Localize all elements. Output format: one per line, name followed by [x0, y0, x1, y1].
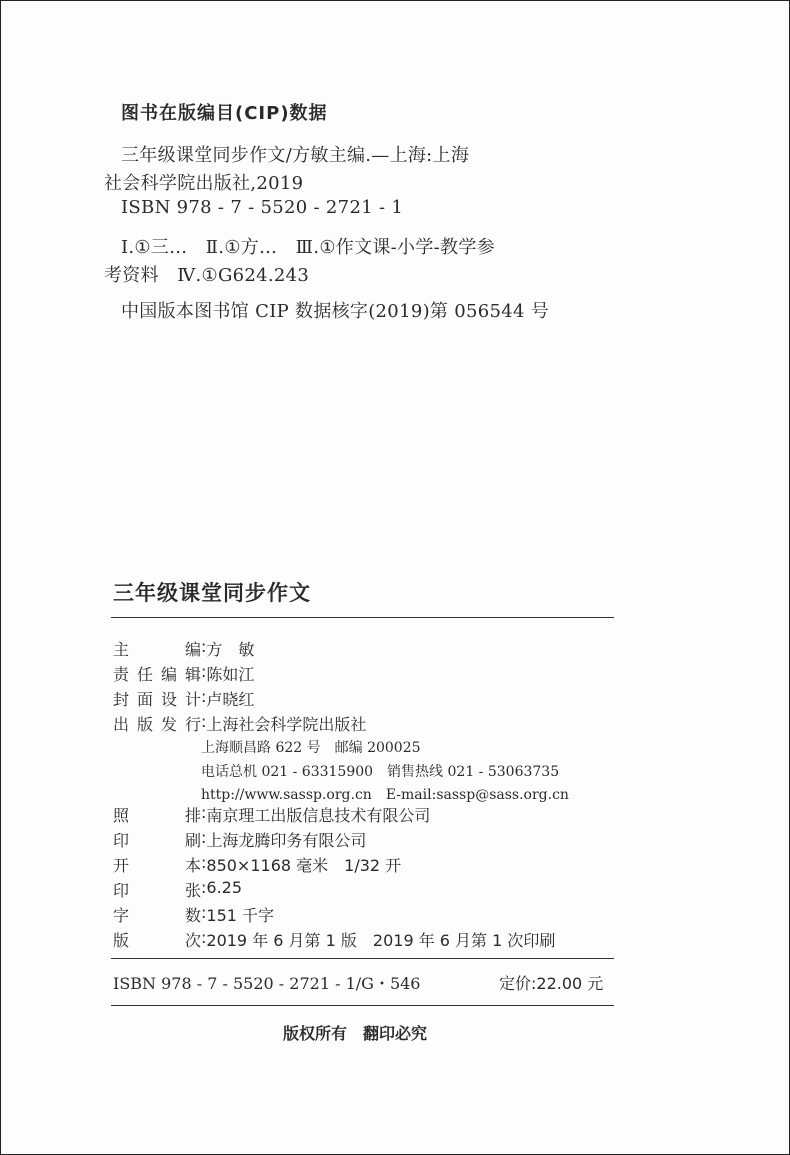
copyright-notice: 版权所有 翻印必究 [283, 1024, 428, 1043]
colon: : [201, 928, 207, 947]
credit-value: 方 敏 [206, 640, 255, 659]
cip-line-classification-cont: 考资料 Ⅳ.①G624.243 [104, 265, 310, 286]
spec-row-sheets [113, 878, 242, 901]
spec-label: 字 数 [113, 906, 201, 925]
colon: : [201, 903, 207, 922]
publisher-phone: 电话总机 021 - 63315900 销售热线 021 - 53063735 [201, 764, 560, 780]
price: 定价:22.00 元 [499, 974, 604, 993]
credit-row-responsible-editor [113, 662, 254, 685]
credit-value: 卢晓红 [206, 690, 255, 709]
spec-value: 南京理工出版信息技术有限公司 [206, 806, 431, 825]
credit-label: 出版发行 [113, 715, 201, 734]
credit-value: 上海社会科学院出版社 [206, 715, 367, 734]
credit-label: 封面设计 [113, 690, 201, 709]
spec-value: 上海龙腾印务有限公司 [206, 831, 367, 850]
isbn-full: ISBN 978 - 7 - 5520 - 2721 - 1/G・546 [113, 974, 421, 993]
spec-value: 6.25 [206, 878, 243, 897]
spec-value: 850×1168 毫米 1/32 开 [206, 856, 402, 875]
cip-line-isbn: ISBN 978 - 7 - 5520 - 2721 - 1 [121, 197, 404, 218]
isbn-top-divider [111, 958, 614, 959]
spec-label: 印 张 [113, 881, 201, 900]
spec-label: 印 刷 [113, 831, 201, 850]
spec-value: 2019 年 6 月第 1 版 2019 年 6 月第 1 次印刷 [206, 931, 556, 950]
book-title: 三年级课堂同步作文 [113, 581, 311, 605]
colon: : [201, 853, 207, 872]
publisher-address: 上海顺昌路 622 号 邮编 200025 [201, 740, 421, 756]
credit-row-editor [113, 637, 254, 660]
title-divider [111, 617, 614, 618]
spec-label: 版 次 [113, 931, 201, 950]
spec-label: 开 本 [113, 856, 201, 875]
cip-line-publisher: 社会科学院出版社,2019 [104, 173, 304, 194]
spec-label: 照 排 [113, 806, 201, 825]
cip-line-title: 三年级课堂同步作文/方敏主编.—上海:上海 [121, 145, 470, 166]
colon: : [201, 878, 207, 897]
colon: : [201, 828, 207, 847]
publisher-web: http://www.sassp.org.cn E-mail:sassp@sass.org.cn [201, 787, 569, 803]
colon: : [201, 637, 207, 656]
spec-row-edition [113, 928, 555, 951]
cip-line-classification: Ⅰ.①三… Ⅱ.①方… Ⅲ.①作文课-小学-教学参 [121, 237, 495, 258]
credit-label: 主 编 [113, 640, 201, 659]
cip-heading: 图书在版编目(CIP)数据 [121, 103, 328, 124]
colon: : [201, 687, 207, 706]
colon: : [201, 803, 207, 822]
credit-row-publisher [113, 712, 366, 735]
credit-row-cover-design [113, 687, 254, 710]
isbn-bottom-divider [111, 1005, 614, 1006]
colon: : [201, 662, 207, 681]
spec-row-word-count [113, 903, 274, 926]
spec-row-typesetting [113, 803, 430, 826]
spec-row-format [113, 853, 401, 876]
cip-line-record-number: 中国版本图书馆 CIP 数据核字(2019)第 056544 号 [121, 301, 550, 322]
credit-label: 责任编辑 [113, 665, 201, 684]
colon: : [201, 712, 207, 731]
credit-value: 陈如江 [206, 665, 255, 684]
spec-value: 151 千字 [206, 906, 275, 925]
spec-row-printing [113, 828, 366, 851]
